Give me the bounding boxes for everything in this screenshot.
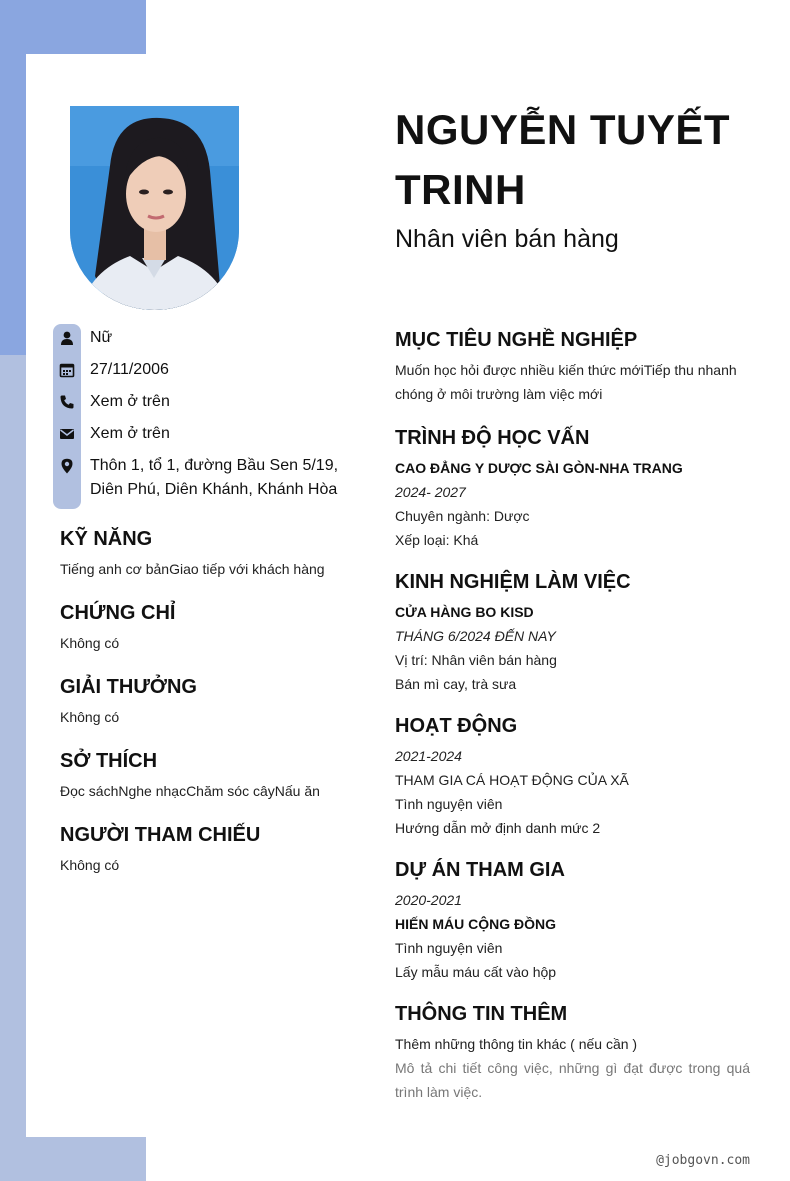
objective-text: Muốn học hỏi được nhiều kiến thức mớiTiếp thu nhanh chóng ở môi trường làm việc mới — [395, 362, 737, 402]
certificates-text: Không có — [60, 635, 120, 651]
section-title: SỞ THÍCH — [60, 750, 158, 772]
objective-section — [395, 328, 750, 406]
activities-line: Tình nguyện viên — [395, 796, 503, 812]
birthday-value: 27/11/2006 — [90, 361, 169, 378]
contact-info — [90, 326, 350, 510]
awards-section — [60, 675, 360, 729]
education-section — [395, 426, 750, 552]
phone-value: Xem ở trên — [90, 393, 170, 410]
project-desc: Lấy mẫu máu cất vào hộp — [395, 964, 557, 980]
extra-info-line: Thêm những thông tin khác ( nếu cần ) — [395, 1036, 638, 1052]
profile-photo — [70, 106, 239, 310]
activities-line: THAM GIA CÁ HOẠT ĐỘNG CỦA XÃ — [395, 772, 629, 788]
activities-line: Hướng dẫn mở định danh mức 2 — [395, 820, 601, 836]
project-period: 2020-2021 — [395, 892, 462, 908]
contact-icon-bar — [53, 324, 81, 509]
extra-info-description: Mô tả chi tiết công việc, những gì đạt được trong quá trình làm việc. — [395, 1060, 750, 1100]
experience-desc: Bán mì cay, trà sưa — [395, 676, 517, 692]
section-title: NGƯỜI THAM CHIẾU — [60, 824, 261, 846]
section-title: KỸ NĂNG — [60, 528, 153, 550]
section-title: HOẠT ĐỘNG — [395, 715, 518, 737]
mail-icon — [59, 426, 75, 442]
section-title: TRÌNH ĐỘ HỌC VẤN — [395, 427, 590, 449]
references-section — [60, 823, 360, 877]
calendar-icon — [59, 362, 75, 378]
project-name: HIẾN MÁU CỘNG ĐỒNG — [395, 916, 556, 932]
address-value: Thôn 1, tổ 1, đường Bầu Sen 5/19, Diên Phú, Diên Khánh, Khánh Hòa — [90, 457, 339, 498]
brand-watermark: @jobgovn.com — [656, 1153, 750, 1168]
phone-icon — [59, 394, 75, 410]
experience-section — [395, 570, 750, 696]
hobbies-text: Đọc sáchNghe nhạcChăm sóc câyNấu ăn — [60, 783, 320, 799]
education-period: 2024- 2027 — [395, 484, 466, 500]
section-title: MỤC TIÊU NGHỀ NGHIỆP — [395, 329, 638, 351]
section-title: CHỨNG CHỈ — [60, 602, 176, 624]
certificates-section — [60, 601, 360, 655]
projects-section — [395, 858, 750, 984]
job-title: Nhân viên bán hàng — [395, 225, 619, 253]
extra-info-section — [395, 1002, 750, 1104]
section-title: DỰ ÁN THAM GIA — [395, 859, 565, 881]
education-major: Chuyên ngành: Dược — [395, 508, 530, 524]
full-name: NGUYỄN TUYẾT TRINH — [395, 106, 731, 213]
awards-text: Không có — [60, 709, 120, 725]
company-name: CỬA HÀNG BO KISD — [395, 604, 534, 620]
experience-position: Vị trí: Nhân viên bán hàng — [395, 652, 557, 668]
email-value: Xem ở trên — [90, 425, 170, 442]
section-title: THÔNG TIN THÊM — [395, 1003, 568, 1025]
activities-period: 2021-2024 — [395, 748, 462, 764]
skills-text: Tiếng anh cơ bảnGiao tiếp với khách hàng — [60, 561, 325, 577]
location-pin-icon — [59, 458, 75, 474]
person-icon — [59, 330, 75, 346]
activities-section — [395, 714, 750, 840]
references-text: Không có — [60, 857, 120, 873]
section-title: GIẢI THƯỞNG — [60, 676, 197, 698]
education-grade: Xếp loại: Khá — [395, 532, 479, 548]
gender-value: Nữ — [90, 329, 113, 346]
experience-period: THÁNG 6/2024 ĐẾN NAY — [395, 628, 556, 644]
hobbies-section — [60, 749, 360, 803]
project-role: Tình nguyện viên — [395, 940, 503, 956]
section-title: KINH NGHIỆM LÀM VIỆC — [395, 571, 631, 593]
skills-section — [60, 527, 360, 581]
school-name: CAO ĐẲNG Y DƯỢC SÀI GÒN-NHA TRANG — [395, 460, 683, 476]
